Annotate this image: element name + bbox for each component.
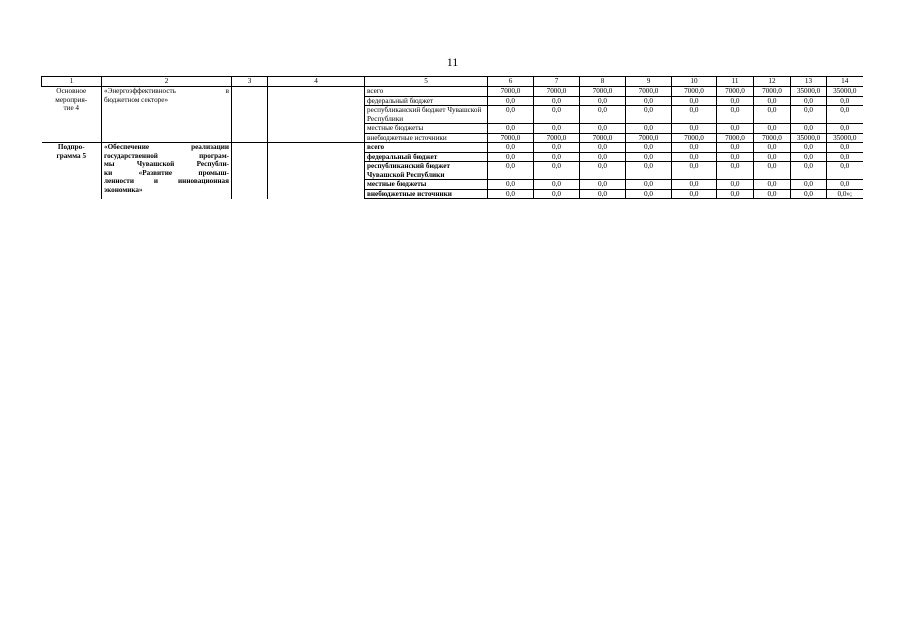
- amount-cell: 0,0: [626, 189, 672, 199]
- amount-cell: 7000,0: [580, 87, 626, 97]
- column-number: 4: [268, 77, 365, 87]
- amount-cell: 7000,0: [580, 133, 626, 143]
- amount-cell: 0,0: [754, 124, 791, 134]
- code-cell: [268, 143, 365, 199]
- amount-cell: 0,0: [672, 143, 717, 153]
- amount-cell: 0,0: [791, 189, 827, 199]
- item-title-line: «Обеспечение реализации: [104, 143, 229, 151]
- amount-cell: 0,0: [827, 96, 863, 106]
- amount-cell: 0,0: [580, 124, 626, 134]
- amount-cell: 7000,0: [534, 87, 580, 97]
- amount-cell: 0,0: [626, 124, 672, 134]
- funding-source-cell: республиканский бюджет Чувашской Республики: [365, 106, 488, 124]
- amount-cell: 0,0: [580, 96, 626, 106]
- budget-table: [41, 76, 863, 199]
- amount-cell: 0,0: [717, 96, 754, 106]
- amount-cell: 0,0: [827, 180, 863, 190]
- amount-cell: 0,0: [534, 180, 580, 190]
- amount-cell: 0,0: [827, 106, 863, 124]
- amount-cell: 7000,0: [672, 87, 717, 97]
- amount-cell: 7000,0: [488, 87, 534, 97]
- amount-cell: 0,0: [488, 96, 534, 106]
- amount-cell: 0,0: [580, 162, 626, 180]
- item-title-line: «Энергоэффективность в: [104, 87, 229, 95]
- amount-cell: 0,0: [580, 143, 626, 153]
- item-title-line: бюджетном секторе»: [104, 95, 169, 104]
- amount-cell: 7000,0: [626, 133, 672, 143]
- amount-cell: 0,0: [791, 143, 827, 153]
- item-number-line: Основное: [56, 87, 87, 95]
- column-number: 10: [672, 77, 717, 87]
- funding-source-cell: местные бюджеты: [365, 180, 488, 190]
- column-number: 7: [534, 77, 580, 87]
- column-number: 11: [717, 77, 754, 87]
- column-number: 12: [754, 77, 791, 87]
- funding-source-cell: всего: [365, 143, 488, 153]
- amount-cell: 7000,0: [534, 133, 580, 143]
- column-number: 13: [791, 77, 827, 87]
- amount-cell: 0,0: [580, 106, 626, 124]
- amount-cell: 0,0: [488, 152, 534, 162]
- amount-cell: 0,0: [672, 162, 717, 180]
- amount-cell: 0,0: [717, 152, 754, 162]
- amount-cell: 0,0: [534, 152, 580, 162]
- column-number: 9: [626, 77, 672, 87]
- amount-cell: 0,0: [827, 152, 863, 162]
- column-number-row: [42, 77, 863, 87]
- amount-cell: 0,0: [534, 124, 580, 134]
- amount-cell: 7000,0: [754, 133, 791, 143]
- amount-cell: 0,0: [488, 189, 534, 199]
- amount-cell: 0,0: [672, 96, 717, 106]
- funding-source-cell: федеральный бюджет: [365, 96, 488, 106]
- amount-cell: 0,0: [754, 96, 791, 106]
- amount-cell: 0,0: [827, 143, 863, 153]
- amount-cell: 35000,0: [827, 87, 863, 97]
- amount-cell: 0,0: [672, 180, 717, 190]
- amount-cell: 0,0: [626, 162, 672, 180]
- amount-cell: 7000,0: [626, 87, 672, 97]
- column-number: 8: [580, 77, 626, 87]
- amount-cell: 0,0: [488, 180, 534, 190]
- funding-source-cell: федеральный бюджет: [365, 152, 488, 162]
- amount-cell: 0,0: [754, 180, 791, 190]
- item-title-line: государственной програм-: [104, 151, 229, 160]
- item-number-line: Подпро-: [57, 143, 85, 151]
- subprogram-5-block: [42, 143, 863, 199]
- amount-cell: 0,0: [717, 189, 754, 199]
- column-number: 3: [232, 77, 268, 87]
- amount-cell: 0,0: [717, 162, 754, 180]
- amount-cell: 0,0: [534, 96, 580, 106]
- code-cell: [268, 87, 365, 143]
- column-number: 2: [102, 77, 232, 87]
- item-title-line: мы Чувашской Республи-: [104, 160, 229, 168]
- page-number: 11: [446, 55, 459, 69]
- amount-cell: 0,0: [626, 143, 672, 153]
- amount-cell: 0,0: [791, 152, 827, 162]
- amount-cell: 0,0: [488, 124, 534, 134]
- item-number-cell: [42, 87, 102, 143]
- funding-source-cell: местные бюджеты: [365, 124, 488, 134]
- item-number-line: грамма 5: [56, 151, 87, 160]
- column-number: 1: [42, 77, 102, 87]
- table-row: [42, 87, 863, 97]
- amount-cell: 35000,0: [791, 87, 827, 97]
- amount-cell: 7000,0: [488, 133, 534, 143]
- amount-cell: 0,0: [534, 106, 580, 124]
- amount-cell: 7000,0: [672, 133, 717, 143]
- amount-cell: 35000,0: [791, 133, 827, 143]
- amount-cell: 0,0: [791, 106, 827, 124]
- amount-cell: 0,0: [488, 162, 534, 180]
- amount-cell: 0,0: [626, 106, 672, 124]
- amount-cell: 7000,0: [717, 87, 754, 97]
- amount-cell: 0,0: [626, 96, 672, 106]
- amount-cell: 0,0: [580, 180, 626, 190]
- amount-cell: 0,0»;: [827, 189, 863, 199]
- item-number-line: мероприя-: [55, 95, 88, 104]
- amount-cell: 0,0: [626, 180, 672, 190]
- funding-source-cell: всего: [365, 87, 488, 97]
- item-number-cell: [42, 143, 102, 199]
- activity-4-block: [42, 87, 863, 143]
- amount-cell: 0,0: [791, 124, 827, 134]
- amount-cell: 0,0: [791, 96, 827, 106]
- amount-cell: 7000,0: [717, 133, 754, 143]
- amount-cell: 0,0: [791, 180, 827, 190]
- table-row: [42, 143, 863, 153]
- funding-source-cell: внебюджетные источники: [365, 189, 488, 199]
- amount-cell: 35000,0: [827, 133, 863, 143]
- amount-cell: 0,0: [827, 162, 863, 180]
- column-number: 5: [365, 77, 488, 87]
- amount-cell: 0,0: [488, 106, 534, 124]
- amount-cell: 0,0: [754, 189, 791, 199]
- item-title-cell: [102, 87, 232, 143]
- amount-cell: 0,0: [534, 143, 580, 153]
- amount-cell: 0,0: [534, 189, 580, 199]
- amount-cell: 0,0: [717, 180, 754, 190]
- amount-cell: 7000,0: [754, 87, 791, 97]
- funding-source-cell: республиканский бюджет Чувашской Республики: [365, 162, 488, 180]
- item-title-line: ки «Развитие промыш-: [104, 168, 229, 177]
- amount-cell: 0,0: [672, 152, 717, 162]
- amount-cell: 0,0: [672, 124, 717, 134]
- item-number-line: тие 4: [63, 104, 80, 112]
- column-number: 14: [827, 77, 863, 87]
- amount-cell: 0,0: [754, 143, 791, 153]
- item-title-cell: [102, 143, 232, 199]
- amount-cell: 0,0: [580, 189, 626, 199]
- executor-cell: [232, 87, 268, 143]
- amount-cell: 0,0: [626, 152, 672, 162]
- amount-cell: 0,0: [827, 124, 863, 134]
- amount-cell: 0,0: [488, 143, 534, 153]
- amount-cell: 0,0: [717, 106, 754, 124]
- amount-cell: 0,0: [754, 106, 791, 124]
- amount-cell: 0,0: [754, 162, 791, 180]
- funding-source-cell: внебюджетные источники: [365, 133, 488, 143]
- amount-cell: 0,0: [791, 162, 827, 180]
- executor-cell: [232, 143, 268, 199]
- amount-cell: 0,0: [580, 152, 626, 162]
- amount-cell: 0,0: [672, 106, 717, 124]
- amount-cell: 0,0: [717, 124, 754, 134]
- column-number: 6: [488, 77, 534, 87]
- amount-cell: 0,0: [754, 152, 791, 162]
- amount-cell: 0,0: [534, 162, 580, 180]
- item-title-line: экономика»: [104, 185, 143, 194]
- amount-cell: 0,0: [672, 189, 717, 199]
- item-title-line: ленности и инновационная: [104, 177, 229, 185]
- amount-cell: 0,0: [717, 143, 754, 153]
